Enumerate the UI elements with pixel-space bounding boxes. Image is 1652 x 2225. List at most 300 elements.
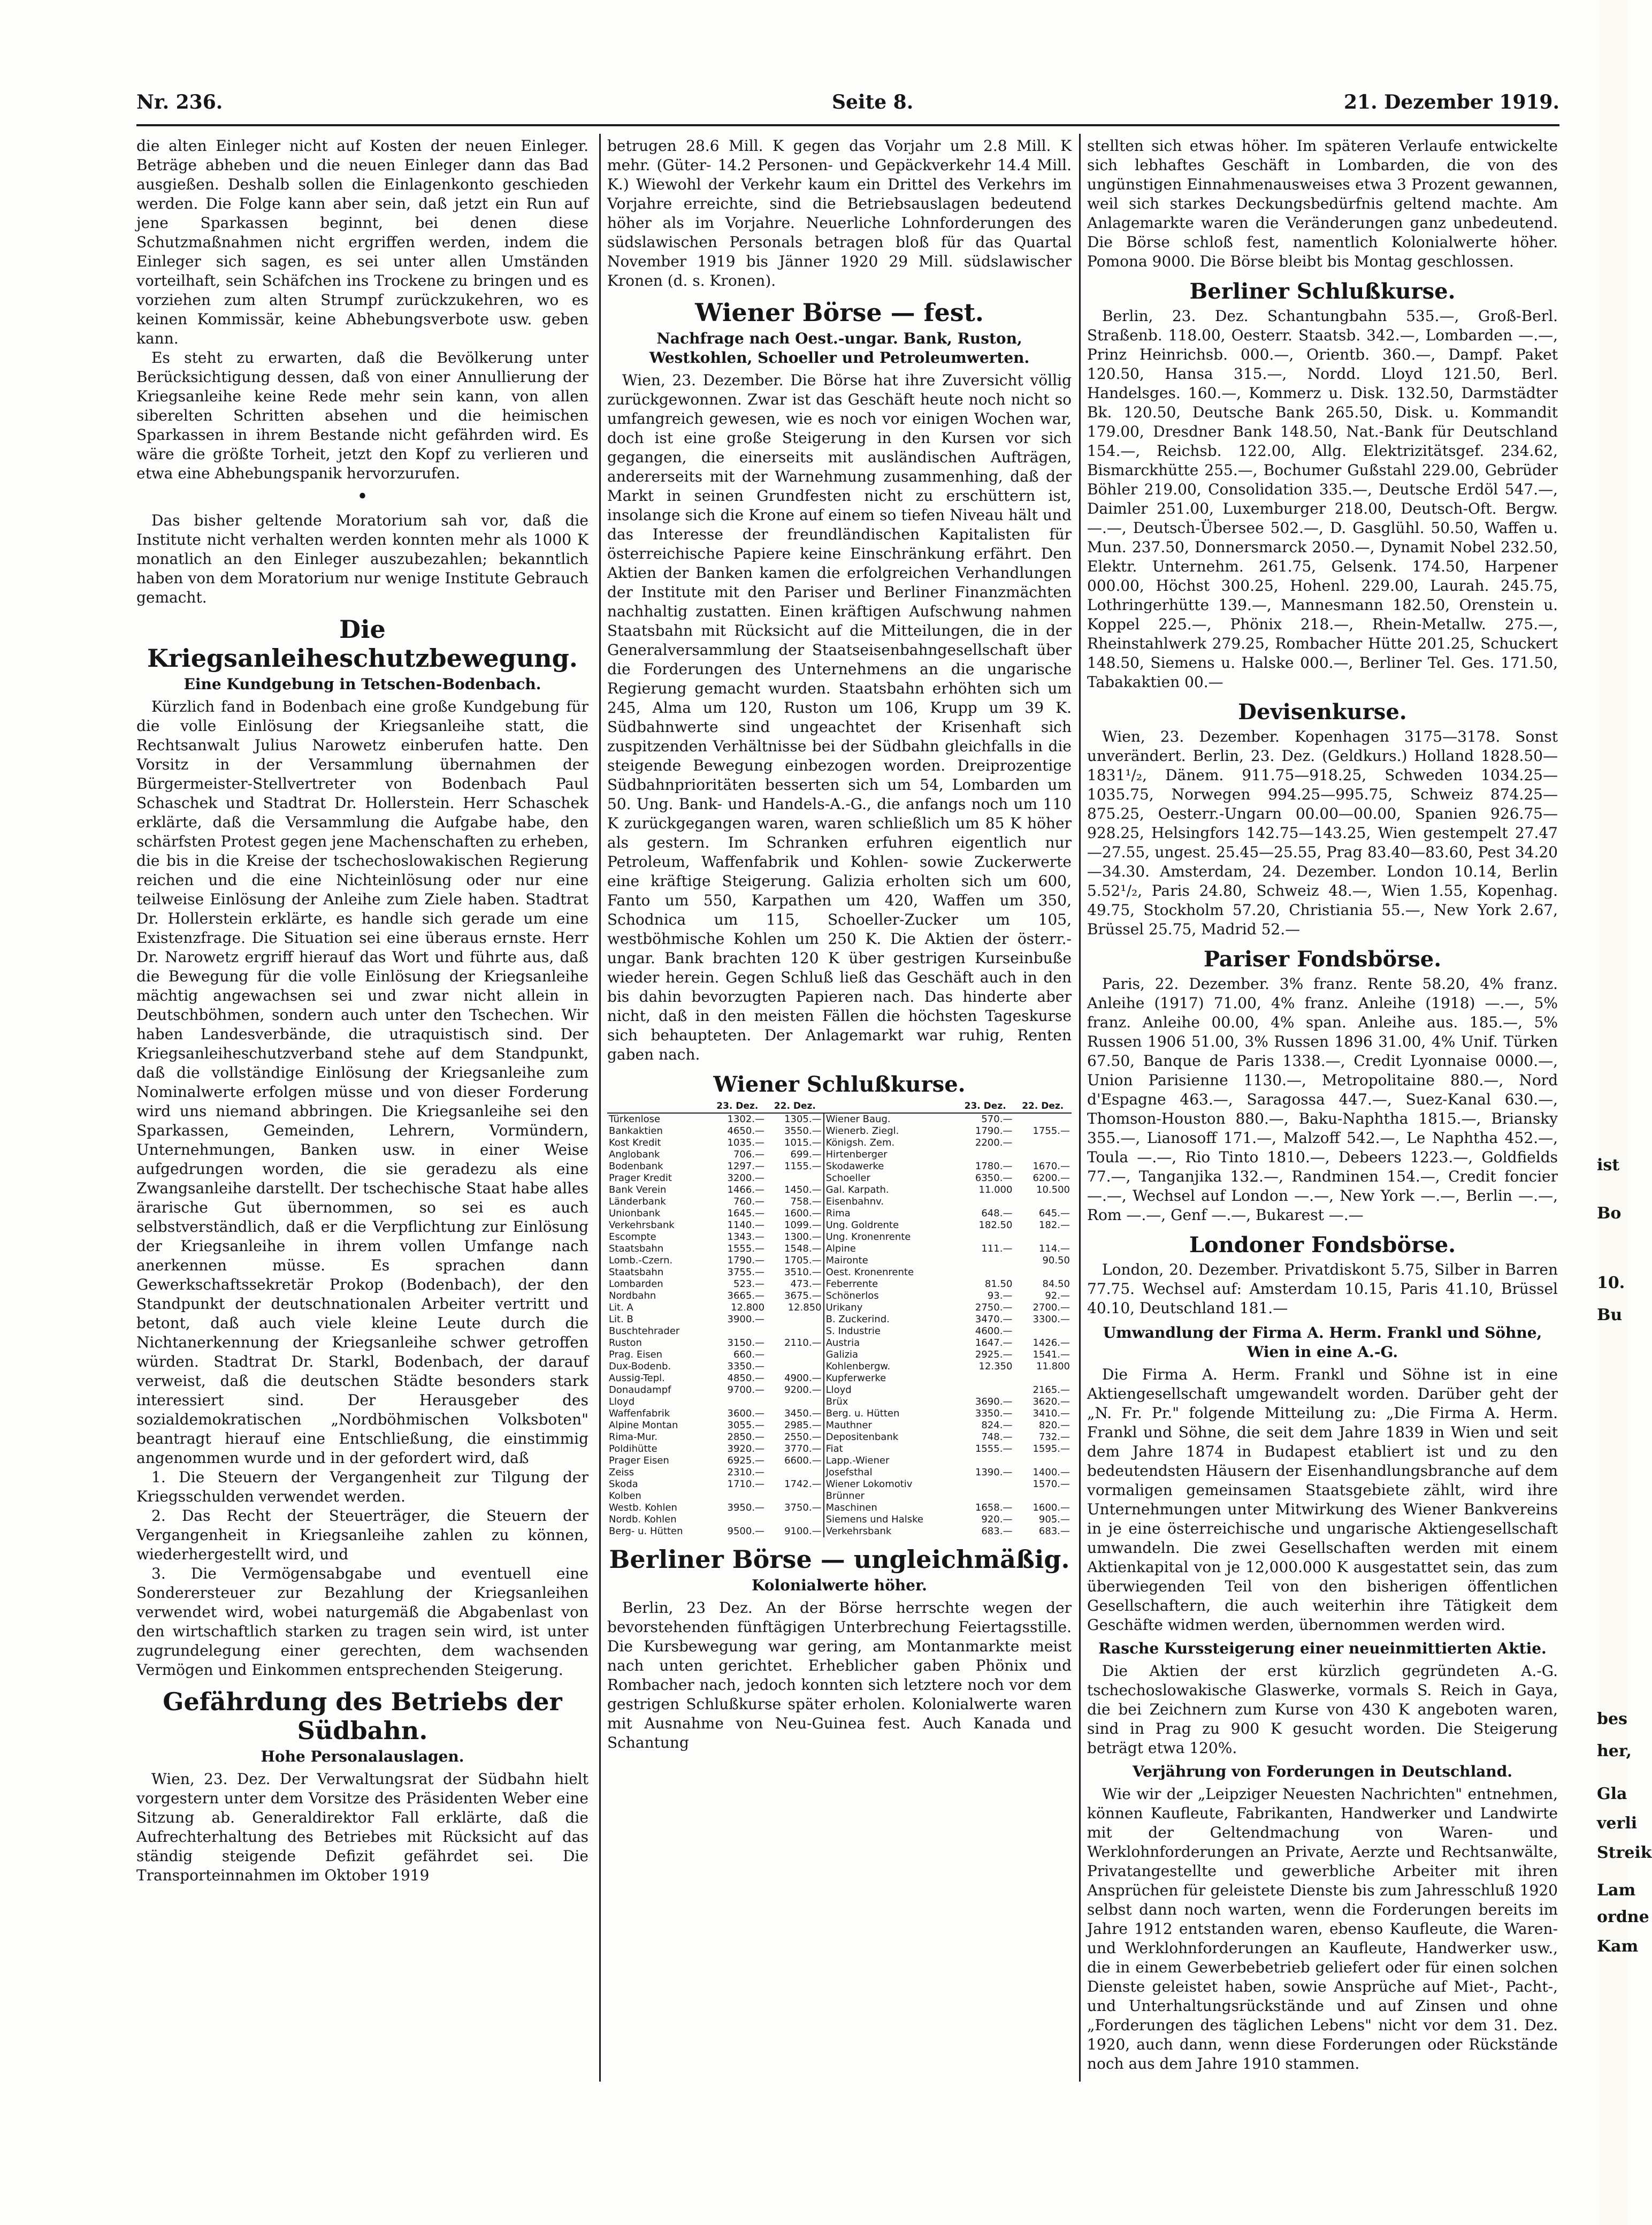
quote-value — [957, 1479, 1014, 1490]
quotes-row — [607, 1302, 1072, 1314]
quote-value: 905.— — [1038, 1514, 1070, 1525]
quote-value: 824.— — [981, 1420, 1013, 1431]
quote-security: Alpine Montan — [609, 1420, 678, 1431]
quote-value — [1014, 1149, 1072, 1161]
quote-value: 1302.— — [727, 1114, 765, 1125]
quote-value: 12.850 — [787, 1302, 822, 1313]
quote-security: Verkehrsbank — [824, 1526, 957, 1537]
quote-security: Lloyd — [824, 1384, 957, 1396]
quote-security: Waffenfabrik — [609, 1408, 670, 1419]
quote-value: 1541.— — [1032, 1349, 1070, 1360]
edge-fragment-text: Gla — [1597, 1785, 1627, 1803]
quote-value: 3410.— — [1032, 1408, 1070, 1419]
quote-value: 820.— — [1038, 1420, 1070, 1431]
quotes-row — [607, 1290, 1072, 1302]
quote-security: Wienerb. Ziegl. — [824, 1125, 957, 1137]
quote-value: 6200.— — [1032, 1172, 1070, 1184]
quote-value: 6925.— — [727, 1455, 765, 1466]
quote-value: 2850.— — [727, 1431, 765, 1443]
quote-security: Maschinen — [824, 1502, 957, 1514]
quote-value: 9700.— — [727, 1384, 765, 1396]
quote-value — [957, 1490, 1014, 1502]
quote-security: Königsh. Zem. — [824, 1137, 957, 1149]
quote-value: 3900.— — [727, 1314, 765, 1325]
issue-number: Nr. 236. — [136, 91, 223, 113]
kurssteigerung-body: Die Aktien der erst kürzlich gegründeten A.-G. tschechoslowakische Glaswerke, vormals S. Reich in Gaya, die bei Zeichnern zum Kurse von 430 K angeboten waren, sind in Prag zu 900 K gesucht worden. Die Steigerung beträgt etwa 120%. — [1087, 1662, 1558, 1757]
quotes-row — [607, 1137, 1072, 1149]
quote-security: Josefsthal — [824, 1467, 957, 1479]
quote-value — [766, 1361, 824, 1373]
quote-value: 748.— — [981, 1431, 1013, 1443]
quote-value: 1670.— — [1032, 1161, 1070, 1172]
quote-value — [1014, 1325, 1072, 1337]
quotes-row — [607, 1231, 1072, 1243]
quote-value: 1450.— — [784, 1184, 822, 1195]
article-suedbahn: Wien, 23. Dez. Der Verwaltungsrat der Südbahn hielt vorgestern unter dem Vorsitze des Präsidenten Weber eine Sitzung ab. Generaldirektor Fall erklärte, daß die Aufrechterhaltung des Betriebes mit Rücksicht auf das ständig steigende Defizit gefährdet sei. Die Transporteinnahmen im Oktober 1919 — [136, 1770, 588, 1884]
quote-security: Feberrente — [824, 1278, 957, 1290]
quote-value: 2700.— — [1032, 1302, 1070, 1313]
quote-value: 1548.— — [784, 1243, 822, 1254]
quote-security: Nordb. Kohlen — [609, 1514, 677, 1525]
quote-value: 1600.— — [1032, 1502, 1070, 1513]
quotes-row — [607, 1396, 1072, 1408]
quotes-row — [607, 1514, 1072, 1526]
quote-security: Ruston — [609, 1337, 642, 1348]
quote-value: 9100.— — [784, 1526, 822, 1537]
quote-security: Alpine — [824, 1243, 957, 1255]
quote-value: 3300.— — [1032, 1314, 1070, 1325]
quotes-row — [607, 1420, 1072, 1431]
quote-value: 2110.— — [784, 1337, 822, 1348]
quote-value: 3755.— — [727, 1267, 765, 1278]
quote-security: Lloyd — [609, 1396, 635, 1407]
subhead-personalauslagen: Hohe Personalauslagen. — [261, 1748, 464, 1765]
quote-value: 523.— — [733, 1278, 765, 1290]
quote-value: 2985.— — [784, 1420, 822, 1431]
quote-value: 3750.— — [784, 1502, 822, 1513]
quote-value: 182.50 — [978, 1220, 1013, 1231]
col2-intro: betrugen 28.6 Mill. K gegen das Vorjahr um 2.8 Mill. K mehr. (Güter- 14.2 Personen- und Gepäckverkehr 14.4 Mill. K.) Wiewohl der Verkehr kaum ein Drittel des Verkehrs im Vorjahre erreichte, sind die Betriebsauslagen bedeutend höher als im Vorjahre. Neuerliche Lohnforderungen des südslawischen Personals betragen bloß für das Quartal November 1919 bis Jänner 1920 29 Mill. südslawischer Kronen (d. s. Kronen). — [607, 137, 1072, 289]
quote-value — [766, 1514, 824, 1526]
quote-value: 570.— — [981, 1114, 1013, 1125]
quote-security: Lapp.-Wiener — [824, 1455, 957, 1467]
quote-security: Donaudampf — [609, 1384, 671, 1396]
quote-value — [709, 1490, 767, 1502]
quote-value — [709, 1396, 767, 1408]
quotes-row — [607, 1161, 1072, 1172]
quote-value: 12.350 — [978, 1361, 1013, 1372]
quotes-row — [607, 1184, 1072, 1196]
quote-value — [1014, 1490, 1072, 1502]
quote-value: 114.— — [1038, 1243, 1070, 1254]
quote-value: 1099.— — [784, 1220, 822, 1231]
quote-value — [1014, 1267, 1072, 1278]
quote-value: 1015.— — [784, 1137, 822, 1148]
quote-value: 2165.— — [1032, 1384, 1070, 1396]
quote-value: 473.— — [790, 1278, 822, 1290]
quotes-header-row — [607, 1100, 1072, 1113]
quote-value: 1710.— — [727, 1479, 765, 1490]
quote-value: 6600.— — [784, 1455, 822, 1466]
quote-value: 1595.— — [1032, 1443, 1070, 1454]
quotes-row — [607, 1314, 1072, 1325]
quote-value: 3600.— — [727, 1408, 765, 1419]
quotes-row — [607, 1408, 1072, 1420]
quote-value — [766, 1349, 824, 1361]
quote-security: Maironte — [824, 1255, 957, 1267]
quote-value: 645.— — [1038, 1208, 1070, 1219]
quote-value: 92.— — [1045, 1290, 1070, 1301]
quotes-col-22: 22. Dez. — [766, 1100, 824, 1113]
quote-value: 1555.— — [727, 1243, 765, 1254]
quote-security: Lomb.-Czern. — [609, 1255, 673, 1266]
quote-value: 2925.— — [975, 1349, 1013, 1360]
quote-value — [766, 1172, 824, 1184]
quote-security: Skoda — [609, 1479, 638, 1490]
quotes-row — [607, 1373, 1072, 1384]
quote-value: 9500.— — [727, 1526, 765, 1537]
quote-value: 1645.— — [727, 1208, 765, 1219]
quote-security: Westb. Kohlen — [609, 1502, 677, 1513]
quote-value: 4650.— — [727, 1125, 765, 1137]
quote-security: Depositenbank — [824, 1431, 957, 1443]
quotes-row — [607, 1384, 1072, 1396]
quote-security: Escompte — [609, 1231, 656, 1243]
article-kriegsanleihe-p1: Kürzlich fand in Bodenbach eine große Kundgebung für die volle Einlösung der Kriegsanleihe statt, die Rechtsanwalt Julius Narowetz einberufen hatte. Den Vorsitz in der Versammlung übernahmen der Bürgermeister-Stellvertreter von Bodenbach Paul Schaschek und Stadtrat Dr. Hollerstein. Herr Schaschek erklärte, daß die Versammlung die Aufgabe habe, den schärfsten Protest gegen jene Machenschaften zu erheben, die bis in die Kreise der tschechoslowakischen Regierung reichen und die eine Nichteinlösung oder nur eine teilweise Einlösung der Anleihe zum Ziele haben. Stadtrat Dr. Hollerstein erklärte, es handle sich gerade um eine Existenzfrage. Die Situation sei eine überaus ernste. Herr Dr. Narowetz ergriff hierauf das Wort und führte aus, daß die Bewegung für die volle Einlösung der Kriegsanleihe mächtig angewachsen sei und zwar nicht allein in Deutschböhmen, sondern auch unter den Tschechen. Wir haben Landesverbände, die utraquistisch sind. Der Kriegsanleiheschutzverband stehe auf dem Standpunkt, daß die vollständige Einlösung der Kriegsanleihe zum Nominalwerte erfolgen müsse und von dieser Forderung wird uns niemand abbringen. Die Kriegsanleihe sei den Sparkassen, Gemeinden, Lehrern, Vormündern, Unternehmungen, Banken usw. in einer Weise aufgedrungen worden, die sie geradezu als eine Zwangsanleihe darstellt. Der tschechische Staat habe alles ärarische Gut übernommen, so sei es auch selbstverständlich, daß er die Verpflichtung zur Einlösung der Kriegsanleihe in ihrem vollen Umfange nach anerkennen müsse. Es sprachen dann Gewerkschaftssekretär Prokop (Bodenbach), der den Standpunkt der deutschnationalen Arbeiter vertritt und betont, daß auch viele kleine Leute durch die Nichtanerkennung der Kriegsanleihe schwer getroffen würden. Stadtrat Dr. Starkl, Bodenbach, der darauf verweist, daß die deutschen Städte besonders stark interessiert sind. Der Herausgeber des sozialdemokratischen „Nordböhmischen Volksboten" beantragt hierauf eine Entschließung, die einstimmig angenommen wurde und in der gefordert wird, daß — [136, 698, 589, 1467]
quote-value — [957, 1384, 1014, 1396]
headline-wiener-schlusskurse: Wiener Schlußkurse. — [713, 1072, 966, 1097]
quote-value — [957, 1231, 1014, 1243]
quote-security: Lombarden — [609, 1278, 663, 1290]
quotes-col-name-2 — [824, 1100, 957, 1113]
quote-security: Prag. Eisen — [609, 1349, 663, 1360]
quote-value: 1466.— — [727, 1184, 765, 1195]
quote-value: 699.— — [790, 1149, 822, 1160]
quotes-row — [607, 1267, 1072, 1278]
quote-value: 2310.— — [727, 1467, 765, 1478]
quote-value: 1790.— — [727, 1255, 765, 1266]
edge-fragment-text: Bu — [1597, 1306, 1623, 1324]
quote-security: Bankaktien — [609, 1125, 663, 1137]
quotes-row — [607, 1208, 1072, 1220]
header-rule — [136, 124, 1559, 126]
quote-security: Hirtenberger — [824, 1149, 957, 1161]
quote-value: 1705.— — [784, 1255, 822, 1266]
quote-value: 1305.— — [784, 1114, 822, 1125]
quote-value: 1658.— — [975, 1502, 1013, 1513]
quote-security: Urikany — [824, 1302, 957, 1314]
quote-value: 1297.— — [727, 1161, 765, 1172]
quote-value: 4850.— — [727, 1373, 765, 1384]
quote-value — [1014, 1113, 1072, 1125]
quote-value: 1600.— — [784, 1208, 822, 1219]
quotes-col-23: 23. Dez. — [709, 1100, 767, 1113]
quote-security: Oest. Kronenrente — [824, 1267, 957, 1278]
quote-security: Prager Kredit — [609, 1172, 672, 1184]
headline-berliner-schlusskurse: Berliner Schlußkurse. — [1189, 279, 1456, 304]
quotes-row — [607, 1113, 1072, 1125]
quote-value: 3665.— — [727, 1290, 765, 1301]
quote-security: Brüx — [824, 1396, 957, 1408]
quote-security: Ung. Goldrente — [824, 1220, 957, 1231]
quote-value — [766, 1490, 824, 1502]
quote-value — [709, 1514, 767, 1526]
headline-londoner-fondsboerse: Londoner Fondsbörse. — [1189, 1232, 1456, 1258]
quote-value — [1014, 1196, 1072, 1208]
quotes-body — [607, 1113, 1072, 1537]
separator-dot: • — [356, 486, 369, 508]
quote-security: Rima-Mur. — [609, 1431, 657, 1443]
quotes-row — [607, 1220, 1072, 1231]
quote-security: Kost Kredit — [609, 1137, 661, 1148]
quote-security: Siemens und Halske — [824, 1514, 957, 1526]
edge-fragment-text: ordne — [1597, 1908, 1649, 1926]
quote-value: 3675.— — [784, 1290, 822, 1301]
londoner-fondsboerse-body: London, 20. Dezember. Privatdiskont 5.75, Silber in Barren 77.75. Wechsel auf: Amsterdam 10.15, Paris 41.10, Brüssel 40.10, Deutschland 181.— — [1087, 1261, 1558, 1317]
quotes-row — [607, 1455, 1072, 1467]
quote-value: 3470.— — [975, 1314, 1013, 1325]
quote-value — [766, 1396, 824, 1408]
quote-security: S. Industrie — [824, 1325, 957, 1337]
quote-value: 182.— — [1038, 1220, 1070, 1231]
column-1 — [136, 136, 588, 2084]
quote-value: 1742.— — [784, 1479, 822, 1490]
edge-fragment-text: Lam — [1597, 1881, 1636, 1900]
quote-value: 90.50 — [1042, 1255, 1070, 1266]
edge-fragment-text: Kam — [1597, 1937, 1639, 1956]
quote-security: Anglobank — [609, 1149, 660, 1160]
quotes-row — [607, 1243, 1072, 1255]
quote-value: 3950.— — [727, 1502, 765, 1513]
quote-value — [766, 1314, 824, 1325]
page-number: Seite 8. — [832, 91, 914, 113]
subhead-nachfrage: Nachfrage nach Oest.-ungar. Bank, Ruston, Westkohlen, Schoeller und Petroleumwerten. — [649, 330, 1030, 367]
quote-value: 1755.— — [1032, 1125, 1070, 1137]
quote-security: Galizia — [824, 1349, 957, 1361]
column-3 — [1087, 136, 1558, 2084]
edge-fragment-text: ist — [1597, 1156, 1620, 1175]
quote-security: Rima — [824, 1208, 957, 1220]
quote-security: Aussig-Tepl. — [609, 1373, 665, 1384]
quote-value: 760.— — [733, 1196, 765, 1207]
quotes-row — [607, 1467, 1072, 1479]
headline-frankl: Umwandlung der Firma A. Herm. Frankl und Söhne, Wien in eine A.-G. — [1103, 1324, 1542, 1361]
col1-intro-2: Es steht zu erwarten, daß die Bevölkerung unter Berücksichtigung dessen, daß von einer Annullierung der Kriegsanleihe keine Rede mehr sein kann, von allen siberelten Schritten absehen und die heimischen Sparkassen in ihrem Bestande nicht gefährden wird. Es wäre die größte Torheit, jetzt den Kopf zu verlieren und etwa eine Abhebungspanik hervorzurufen. — [136, 349, 588, 482]
article-kriegsanleihe-p2: 1. Die Steuern der Vergangenheit zur Tilgung der Kriegsschulden verwendet werden. — [136, 1468, 588, 1505]
quote-value — [957, 1196, 1014, 1208]
quote-value: 1300.— — [784, 1231, 822, 1243]
quote-security: Lit. A — [609, 1302, 633, 1313]
quote-value: 648.— — [981, 1208, 1013, 1219]
quotes-row — [607, 1502, 1072, 1514]
headline-wiener-boerse: Wiener Börse — fest. — [695, 298, 984, 327]
pariser-fondsboerse-body: Paris, 22. Dezember. 3% franz. Rente 58.20, 4% franz. Anleihe (1917) 71.00, 4% franz. Anleihe (1918) —.—, 5% franz. Anleihe 00.00, 4% span. Anleihe aus. 185.—, 5% Russen 1906 51.00, 3% Russen 1896 31.00, 4% Unif. Türken 67.50, Banque de Paris 1338.—, Credit Lyonnaise 0000.—, Union Parisienne 1130.—, Metropolitaine 880.—, Nord d'Espagne 463.—, Saragossa 447.—, Suez-Kanal 630.—, Thomson-Houston 880.—, Baku-Naphtha 1815.—, Briansky 355.—, Lianosoff 171.—, Malzoff 542.—, Le Naphtha 452.—, Toula —.—, Rio Tinto 1810.—, Debeers 1223.—, Goldfields 77.—, Tanganjika 132.—, Randminen 154.—, Credit foncier —.—, Wechsel auf London —.—, New York —.—, Berlin —.—, Rom —.—, Genf —.—, Bukarest —.— — [1087, 975, 1558, 1224]
quotes-row — [607, 1325, 1072, 1337]
quote-security: Fiat — [824, 1443, 957, 1455]
quote-value — [1014, 1231, 1072, 1243]
col1-intro-3: Das bisher geltende Moratorium sah vor, daß die Institute nicht verhalten werden konnten mehr als 1000 K monatlich an den Einleger auszubezahlen; bekanntlich haben von dem Moratorium nur wenige Institute Gebrauch gemacht. — [136, 512, 588, 606]
headline-berliner-boerse: Berliner Börse — ungleichmäßig. — [609, 1545, 1070, 1574]
quote-value — [957, 1255, 1014, 1267]
quote-value: 3620.— — [1032, 1396, 1070, 1407]
quote-security: Schoeller — [824, 1172, 957, 1184]
quote-security: Gal. Karpath. — [824, 1184, 957, 1196]
quote-value: 732.— — [1038, 1431, 1070, 1443]
quote-security: Kohlenbergw. — [824, 1361, 957, 1373]
quote-value: 1035.— — [727, 1137, 765, 1148]
headline-verjaehrung: Verjährung von Forderungen in Deutschland. — [1132, 1763, 1513, 1780]
quote-security: Austria — [824, 1337, 957, 1349]
quote-value: 3350.— — [975, 1408, 1013, 1419]
quote-security: Berg. u. Hütten — [824, 1408, 957, 1420]
quote-security: Staatsbahn — [609, 1243, 664, 1254]
edge-fragment-text: bes — [1597, 1710, 1627, 1728]
headline-suedbahn: Gefährdung des Betriebs der Südbahn. — [163, 1687, 562, 1745]
quote-value: 1390.— — [975, 1467, 1013, 1478]
subhead-kolonialwerte: Kolonialwerte höher. — [752, 1576, 927, 1594]
quotes-col-23-2: 23. Dez. — [957, 1100, 1014, 1113]
quote-value: 111.— — [981, 1243, 1013, 1254]
edge-fragment-text: Bo — [1597, 1204, 1622, 1223]
quote-value: 6350.— — [975, 1172, 1013, 1184]
quote-security: Verkehrsbank — [609, 1220, 675, 1231]
page-header — [136, 91, 1559, 123]
quotes-row — [607, 1526, 1072, 1537]
quote-value: 660.— — [733, 1349, 765, 1360]
quote-security: Kupferwerke — [824, 1373, 957, 1384]
quote-value: 11.800 — [1036, 1361, 1070, 1372]
adjacent-page-edge — [1597, 0, 1652, 2225]
quotes-row — [607, 1443, 1072, 1455]
headline-kurssteigerung: Rasche Kurssteigerung einer neueinmittierten Aktie. — [1098, 1640, 1547, 1657]
quote-security: Länderbank — [609, 1196, 666, 1207]
quotes-row — [607, 1337, 1072, 1349]
quote-security: Brünner — [824, 1490, 957, 1502]
quote-value: 683.— — [1038, 1526, 1070, 1537]
quote-value — [766, 1325, 824, 1337]
edge-fragment-text: Streik — [1597, 1843, 1652, 1862]
article-wiener-boerse: Wien, 23. Dezember. Die Börse hat ihre Zuversicht völlig zurückgewonnen. Zwar ist das Geschäft heute noch nicht so umfangreich gewesen, wie es noch vor einigen Wochen war, doch ist eine große Steigerung in den Kursen vor sich gegangen, die einerseits mit ausländischen Aufträgen, andererseits mit der Warnehmung zusammenhing, daß der Markt in seinen Grundfesten nicht zu erschüttern ist, insolange sich die Krone auf einem so tiefen Niveau hält und das Interesse der freundländischen Kapitalisten für österreichische Papiere keine Einschränkung erfährt. Den Aktien der Banken kamen die erfolgreichen Verhandlungen der Institute mit den Pariser und Berliner Finanzmächten nachhaltig zustatten. Einen kräftigen Aufschwung nahmen Staatsbahn mit Rücksicht auf die Mitteilungen, die in der Generalversammlung der Staatseisenbahngesellschaft über die Forderungen des Unternehmens an die ungarische Regierung gemacht wurden. Staatsbahn erhöhten sich um 245, Alma um 120, Ruston um 106, Krupp um 39 K. Südbahnwerte sind ungeachtet der Krisenhaft sich zuspitzenden Verhältnisse bei der Südbahn gleichfalls in die steigende Bewegung einbezogen worden. Dreiprozentige Südbahnprioritäten besserten sich um 54, Lombarden um 50. Ung. Bank- und Handels-A.-G., die anfangs noch um 110 K zurückgegangen waren, waren schließlich um 85 K höher als gestern. Im Schranken erfuhren eigentlich nur Petroleum, Waffenfabrik und Kohlen- sowie Zuckerwerte eine kräftige Steigerung. Galizia erholten sich um 600, Fanto um 550, Karpathen um 420, Waffen um 350, Schodnica um 115, Schoeller-Zucker um 105, westböhmische Kohlen um 250 K. Die Aktien der österr.-ungar. Bank brachten 120 K über gestrigen Kurseinbuße wieder herein. Gegen Schluß ließ das Geschäft auch in den bis dahin bevorzugten Papieren nach. Das hinderte aber nicht, daß in den meisten Fällen die höchsten Tageskurse sich behaupteten. Der Anlagemarkt war ruhig, Renten gaben nach. — [607, 371, 1072, 1063]
quotes-row — [607, 1149, 1072, 1161]
quote-security: Zeiss — [609, 1467, 634, 1478]
quote-security: Skodawerke — [824, 1161, 957, 1172]
headline-devisenkurse: Devisenkurse. — [1238, 699, 1407, 725]
quote-value: 1400.— — [1032, 1467, 1070, 1478]
quote-security: Wiener Baug. — [824, 1113, 957, 1125]
quote-value — [957, 1267, 1014, 1278]
quotes-row — [607, 1278, 1072, 1290]
column-divider-1 — [599, 134, 601, 2082]
quotes-row — [607, 1255, 1072, 1267]
quote-value: 706.— — [733, 1149, 765, 1160]
quote-value: 84.50 — [1042, 1278, 1070, 1290]
headline-kriegsanleihe: Die Kriegsanleiheschutzbewegung. — [147, 615, 578, 673]
column-divider-2 — [1079, 134, 1081, 2082]
quote-value: 3350.— — [727, 1361, 765, 1372]
col3-intro: stellten sich etwas höher. Im späteren Verlaufe entwickelte sich lebhaftes Geschäft in Lombarden, die von des ungünstigen Einnahmenausweises etwa 3 Prozent gewannen, weil sich starkes Deckungsbedürfnis geltend machte. Am Anlagemarkte waren die Veränderungen ganz unbedeutend. Die Börse schloß fest, namentlich Kolonialwerte höher. Pomona 9000. Die Börse bleibt bis Montag geschlossen. — [1087, 137, 1558, 270]
article-kriegsanleihe-p3: 2. Das Recht der Steuerträger, die Steuern der Vergangenheit in Kriegsanleihe zahlen zu können, wiederhergestellt wird, und — [136, 1507, 588, 1563]
quote-security: Staatsbahn — [609, 1267, 664, 1278]
quote-value: 920.— — [981, 1514, 1013, 1525]
verjaehrung-body: Wie wir der „Leipziger Neuesten Nachrichten" entnehmen, können Kaufleute, Fabrikanten, Handwerker und Landwirte mit der Geltendmachung von Waren- und Werklohnforderungen an Private, Aerzte und Rechtsanwälte, Privatangestellte und gewerbliche Arbeiter mit ihren Ansprüchen für geleistete Dienste bis zum Jahresschluß 1920 selbst dann noch warten, wenn die Forderungen bereits im Jahre 1912 entstanden waren, ebenso Kaufleute, die Waren- und Werklohnforderungen an Kaufleute, Handwerker usw., die in einem Gewerbebetrieb geliefert oder für einen solchen Dienste geleistet haben, sowie Ansprüche auf Miet-, Pacht-, und Unterhaltungsrückstände und auf Zinsen und ohne „Forderungen des täglichen Lebens" nicht vor dem 31. Dez. 1920, auch dann, wenn diese Forderungen oder Rückstände noch aus dem Jahre 1910 stammen. — [1087, 1785, 1558, 2072]
quote-value: 11.000 — [978, 1184, 1013, 1195]
quote-security: Mauthner — [824, 1420, 957, 1431]
quote-value: 683.— — [981, 1526, 1013, 1537]
quote-value — [766, 1467, 824, 1479]
quote-value: 1780.— — [975, 1161, 1013, 1172]
quotes-row — [607, 1172, 1072, 1184]
quote-value — [957, 1455, 1014, 1467]
quote-security: Buschtehrader — [609, 1325, 680, 1337]
quote-security: Berg- u. Hütten — [609, 1526, 683, 1537]
quote-security: Unionbank — [609, 1208, 661, 1219]
quote-security: Kolben — [609, 1490, 641, 1502]
quote-value: 3550.— — [784, 1125, 822, 1137]
column-2 — [607, 136, 1072, 2084]
quote-security: Schönerlos — [824, 1290, 957, 1302]
quote-value — [957, 1149, 1014, 1161]
quote-value: 2750.— — [975, 1302, 1013, 1313]
edge-fragment-text: her, — [1597, 1742, 1632, 1761]
quotes-row — [607, 1490, 1072, 1502]
quote-value: 9200.— — [784, 1384, 822, 1396]
quote-value: 93.— — [987, 1290, 1013, 1301]
quote-value — [957, 1373, 1014, 1384]
article-kriegsanleihe-p4: 3. Die Vermögensabgabe und eventuell eine Sonderersteuer zur Bezahlung der Kriegsanleihen verwendet wird, wobei naturgemäß die Abgabenlast von den wirtschaftlich starken zu tragen sein wird, ist unter zugrundelegung einer gerechten, dem wachsenden Vermögen und Einkommen entsprechenden Steigerung. — [136, 1565, 588, 1679]
quote-value — [1014, 1373, 1072, 1384]
quote-security: Ung. Kronenrente — [824, 1231, 957, 1243]
quote-security: Wiener Lokomotiv — [824, 1479, 957, 1490]
quote-security: B. Zuckerind. — [824, 1314, 957, 1325]
quote-security: Lit. B — [609, 1314, 633, 1325]
quote-security: Dux-Bodenb. — [609, 1361, 671, 1372]
quote-value: 10.500 — [1036, 1184, 1070, 1195]
quote-value: 2200.— — [975, 1137, 1013, 1148]
quote-value — [1014, 1455, 1072, 1467]
quote-value: 3770.— — [784, 1443, 822, 1454]
quote-value: 1555.— — [975, 1443, 1013, 1454]
quote-security: Türkenlose — [609, 1114, 661, 1125]
quotes-col-22-2: 22. Dez. — [1014, 1100, 1072, 1113]
quote-value: 4600.— — [975, 1325, 1013, 1337]
headline-pariser-fondsboerse: Pariser Fondsbörse. — [1203, 947, 1442, 972]
berliner-schlusskurse-body: Berlin, 23. Dez. Schantungbahn 535.—, Groß-Berl. Straßenb. 118.00, Oesterr. Staatsb. 342.—, Lombarden —.—, Prinz Heinrichsb. 000.—, Orientb. 360.—, Dampf. Paket 120.50, Hansa 315.—, Nordd. Lloyd 121.50, Berl. Handelsges. 160.—, Kommerz u. Disk. 132.50, Darmstädter Bk. 120.50, Deutsche Bank 265.50, Disk. u. Kommandit 179.00, Dresdner Bank 148.50, Nat.-Bank für Deutschland 154.—, Reichsb. 122.00, Allg. Elektrizitätsgef. 234.62, Bismarckhütte 255.—, Bochumer Gußstahl 229.00, Gebrüder Böhler 219.00, Consolidation 335.—, Deutsche Erdöl 547.—, Daimler 251.00, Luxemburger 218.00, Deutsch-Oft. Bergw. —.—, Deutsch-Übersee 502.—, D. Gasglühl. 50.50, Waffen u. Mun. 237.50, Donnersmarck 2050.—, Dynamit Nobel 232.50, Elektr. Unternehm. 261.75, Gelsenk. 174.50, Harpener 000.00, Höchst 300.25, Hohenl. 229.00, Laurah. 245.75, Lothringerhütte 139.—, Mannesmann 182.50, Orenstein u. Koppel 225.—, Phönix 218.—, Rhein-Metallw. 275.—, Rheinstahlwerk 279.25, Rombacher Hütte 201.25, Schuckert 148.50, Siemens u. Halske 000.—, Berliner Tel. Ges. 171.50, Tabakaktien 00.— — [1087, 307, 1558, 691]
quotes-row — [607, 1349, 1072, 1361]
quote-security: Nordbahn — [609, 1290, 656, 1301]
quote-value: 2550.— — [784, 1431, 822, 1443]
quote-value — [1014, 1137, 1072, 1149]
quotes-row — [607, 1125, 1072, 1137]
quote-value: 3055.— — [727, 1420, 765, 1431]
quote-value: 1647.— — [975, 1337, 1013, 1348]
quote-value: 4900.— — [784, 1373, 822, 1384]
quote-security: Prager Eisen — [609, 1455, 669, 1466]
quote-security: Bank Verein — [609, 1184, 667, 1195]
quote-security: Eisenbahnv. — [824, 1196, 957, 1208]
edge-fragment-text: 10. — [1597, 1274, 1625, 1292]
quote-value: 1570.— — [1032, 1479, 1070, 1490]
quotes-col-name — [607, 1100, 709, 1113]
quote-value — [709, 1325, 767, 1337]
quotes-row — [607, 1479, 1072, 1490]
quote-value: 3690.— — [975, 1396, 1013, 1407]
quote-value: 758.— — [790, 1196, 822, 1207]
devisenkurse-body: Wien, 23. Dezember. Kopenhagen 3175—3178. Sonst unverändert. Berlin, 23. Dez. (Geldkurs.) Holland 1828.50—1831¹/₂, Dänem. 911.75—918.25, Schweden 1034.25—1035.75, Norwegen 994.25—995.75, Schweiz 874.25—875.25, Oesterr.-Ungarn 00.00—00.00, Spanien 926.75—928.25, Helsingfors 142.75—143.25, Wien gestempelt 27.47—27.55, ungest. 25.45—25.55, Prag 83.40—83.60, Pest 34.20—34.30. Amsterdam, 24. Dezember. London 10.14, Berlin 5.52¹/₂, Paris 24.80, Schweiz 48.—, Wien 1.55, Kopenhag. 49.75, Stockholm 57.20, Christiania 55.—, New York 2.67, Brüssel 25.75, Madrid 52.— — [1087, 728, 1558, 938]
quote-value: 81.50 — [984, 1278, 1013, 1290]
quote-value: 12.800 — [731, 1302, 765, 1313]
quote-value: 1343.— — [727, 1231, 765, 1243]
quote-value: 3150.— — [727, 1337, 765, 1348]
